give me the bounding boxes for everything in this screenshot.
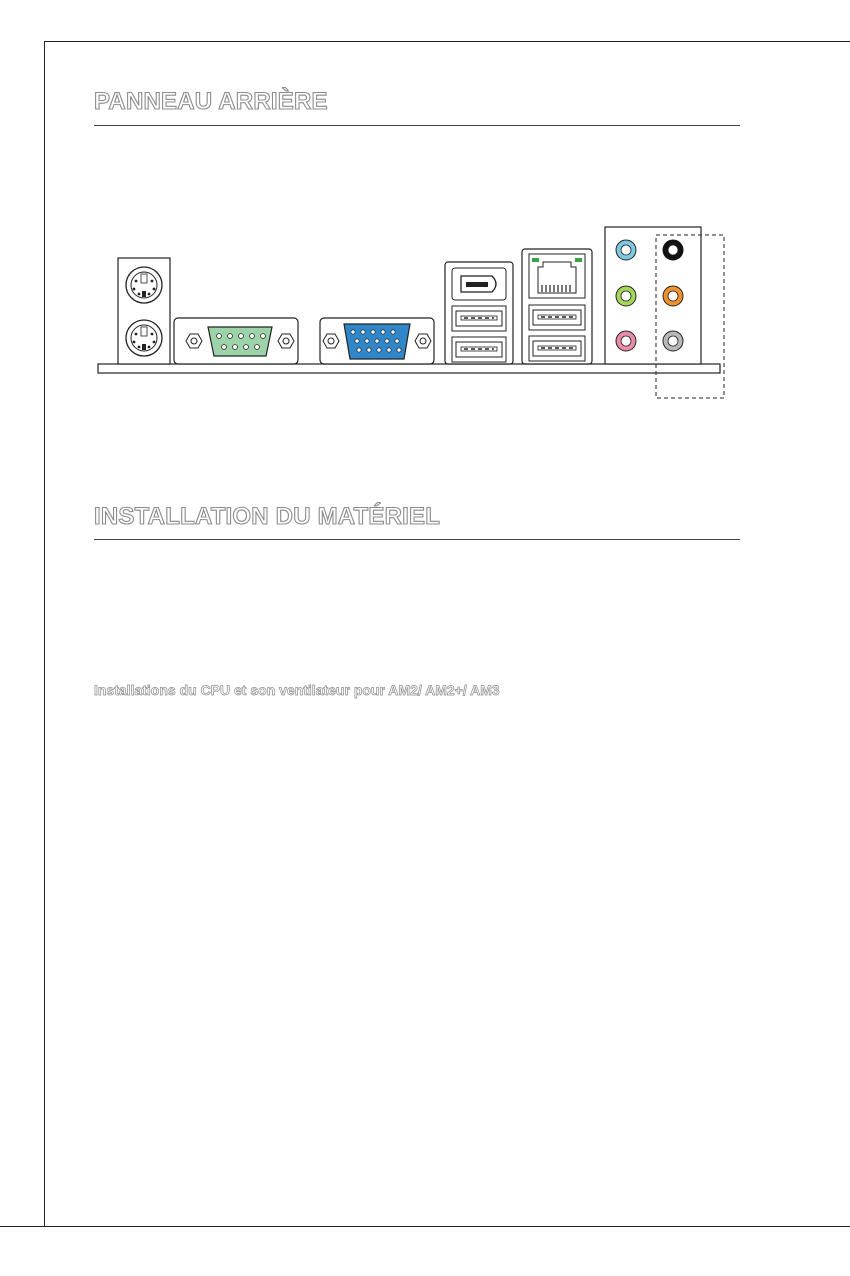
- io-shield-baseplate: [98, 364, 720, 373]
- back-panel-heading: PANNEAU ARRIÈRE: [94, 88, 328, 115]
- ps2-keyboard-port: [126, 320, 162, 356]
- ps2-mouse-port: [126, 267, 162, 303]
- audio-center-subwoofer-jack: [663, 286, 683, 306]
- audio-mic-jack: [616, 331, 636, 351]
- audio-rear-speaker-jack: [663, 240, 683, 260]
- ieee1394-port: [452, 268, 506, 300]
- serial-port: [174, 318, 298, 364]
- usb-port-4: [529, 336, 585, 361]
- ieee1394-usb-block: [445, 262, 513, 364]
- hardware-setup-rule: [94, 539, 740, 540]
- vga-port: [320, 318, 434, 364]
- cpu-installation-subheading: Installations du CPU et son ventilateur pour AM2/ AM2+/ AM3: [94, 682, 500, 698]
- back-panel-figure: [0, 0, 850, 420]
- lan-usb-block: [522, 249, 592, 364]
- usb-port-3: [529, 305, 585, 330]
- audio-line-out-jack: [616, 286, 636, 306]
- usb-port-2: [452, 337, 506, 362]
- audio-side-speaker-jack: [663, 331, 683, 351]
- audio-line-in-jack: [616, 240, 636, 260]
- hardware-setup-heading: INSTALLATION DU MATÉRIEL: [94, 503, 441, 530]
- usb-port-1: [452, 306, 506, 331]
- lan-port: [529, 254, 585, 298]
- ps2-connectors: [118, 258, 170, 364]
- page-frame-bottom: [0, 1226, 850, 1227]
